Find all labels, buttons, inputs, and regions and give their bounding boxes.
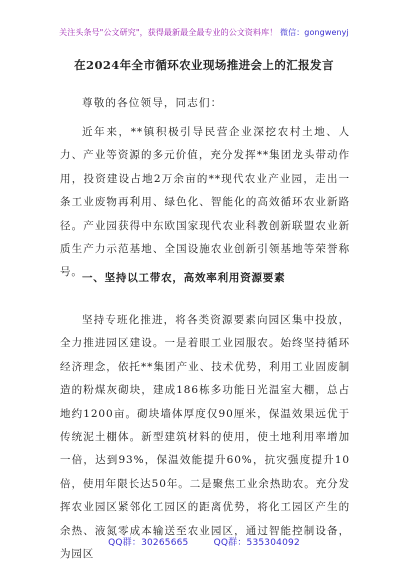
document-title: 在2024年全市循环农业现场推进会上的汇报发言 — [74, 58, 334, 72]
section-heading: 一、坚持以工带农，高效率利用资源要素 — [82, 272, 286, 284]
header-banner — [0, 27, 408, 38]
qq-group-1: QQ群：30265665 — [108, 538, 189, 548]
qq-group-2: QQ群：535304092 — [213, 538, 300, 548]
banner-text: 关注头条号"公文研究"，获得最新最全最专业的公文资料库！ — [59, 28, 278, 37]
wechat-contact: 微信：gongwenyj — [280, 28, 349, 37]
body-paragraph-2: 坚持专班化推进，将各类资源要素向园区集中投放，全力推进园区建设。一是着眼工业园服农。始终坚持循环经济理念，依托**集团产业、技术优势，利用工业固废制造的粉煤灰砌块，建成186栋多功能日光温室大棚，总占地约1200亩。砌块墙体厚度仅90厘米，保温效果远优于传统泥土棚体。新型建筑材料的使用，使土地利用率增加一倍，达到93%，保温效能提升60%，抗灾强度提升10倍，使用年限长达50年。二是聚焦工业余热助农。充分发挥农业园区紧邻化工园区的距离优势，将化工园区产生的余热、液氮零成本输送至农业园区，通过智能控制设备，为园区 — [60, 314, 350, 561]
body-paragraph-1: 近年来，**镇积极引导民营企业深挖农村土地、人力、产业等资源的多元价值，充分发挥**集团龙头带动作用，投资建设占地2万余亩的**现代农业产业园，走出一条工业废物再利用、绿色化、智能化的高效循环农业新路径。产业园获得中东欧国家现代农业科教创新联盟农业新质生产力示范基地、全国设施农业创新引领基地等荣誉称号。 — [60, 126, 350, 279]
footer-contact — [0, 535, 408, 548]
salutation: 尊敬的各位领导，同志们： — [82, 97, 223, 109]
